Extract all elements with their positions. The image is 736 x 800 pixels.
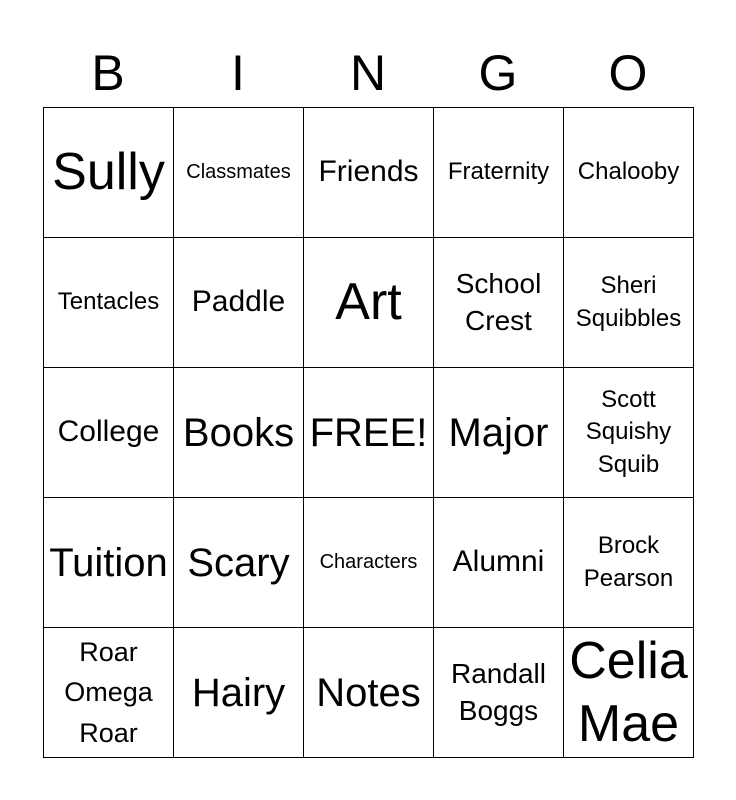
bingo-cell[interactable]: Sully [44,108,174,238]
bingo-cell[interactable]: Scott Squishy Squib [564,368,694,498]
bingo-cell[interactable]: Roar Omega Roar [44,628,174,758]
bingo-cell[interactable]: School Crest [434,238,564,368]
bingo-cell[interactable]: Tuition [44,498,174,628]
bingo-card-grid [43,107,694,758]
bingo-header [43,40,693,106]
bingo-cell[interactable]: Books [174,368,304,498]
bingo-cell[interactable]: Classmates [174,108,304,238]
header-letter-i: I [231,45,245,101]
bingo-cell[interactable]: Randall Boggs [434,628,564,758]
bingo-cell[interactable]: Hairy [174,628,304,758]
bingo-cell[interactable]: Scary [174,498,304,628]
header-letter-b: B [91,45,125,101]
bingo-cell[interactable]: Notes [304,628,434,758]
bingo-cell[interactable]: Characters [304,498,434,628]
bingo-cell[interactable]: Brock Pearson [564,498,694,628]
header-letter-o: O [608,45,648,101]
bingo-cell[interactable]: Tentacles [44,238,174,368]
bingo-cell[interactable]: Chalooby [564,108,694,238]
header-letter-n: N [349,45,387,101]
bingo-cell[interactable]: Sheri Squibbles [564,238,694,368]
bingo-cell[interactable]: Celia Mae [564,628,694,758]
bingo-cell[interactable]: Fraternity [434,108,564,238]
bingo-cell[interactable]: Friends [304,108,434,238]
bingo-cell[interactable]: Paddle [174,238,304,368]
free-space-cell[interactable]: FREE! [304,368,434,498]
bingo-cell[interactable]: College [44,368,174,498]
bingo-cell[interactable]: Art [304,238,434,368]
bingo-cell[interactable]: Major [434,368,564,498]
header-letter-g: G [478,45,518,101]
bingo-cell[interactable]: Alumni [434,498,564,628]
